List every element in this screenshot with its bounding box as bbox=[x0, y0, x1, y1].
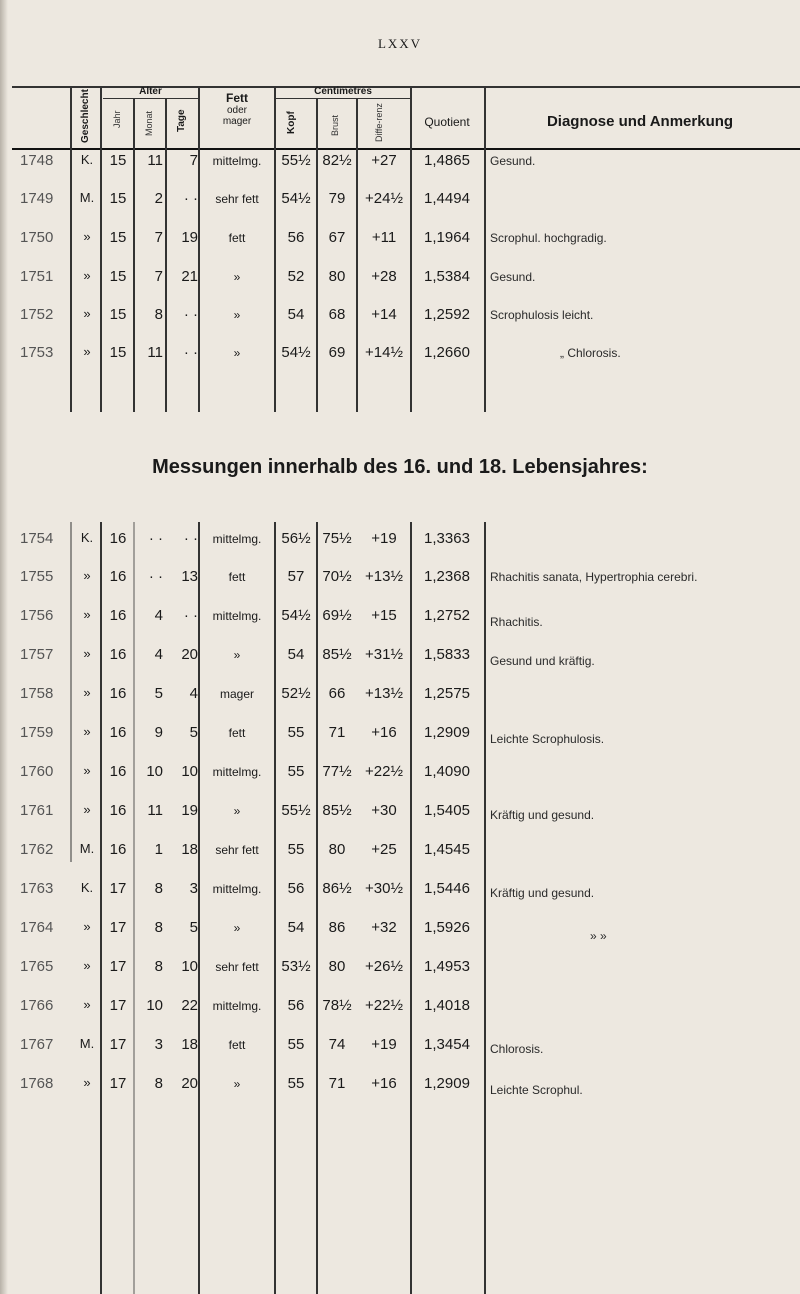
cell-jahr: 17 bbox=[109, 997, 127, 1014]
cell-quotient: 1,2752 bbox=[424, 607, 470, 624]
cell-fett: sehr fett bbox=[215, 192, 259, 206]
cell-differenz: +24½ bbox=[365, 190, 403, 207]
cell-brust: 79 bbox=[328, 190, 346, 207]
cell-quotient: 1,4018 bbox=[424, 997, 470, 1014]
cell-jahr: 15 bbox=[109, 152, 127, 169]
cell-fett: mittelmg. bbox=[212, 882, 262, 896]
cell-tage: 13 bbox=[181, 568, 198, 585]
cell-brust: 74 bbox=[328, 1036, 346, 1053]
cell-monat: 5 bbox=[154, 685, 163, 702]
cell-geschlecht: » bbox=[83, 1075, 91, 1090]
cell-brust: 68 bbox=[328, 306, 346, 323]
table-row bbox=[0, 919, 800, 949]
cell-geschlecht: » bbox=[83, 724, 91, 739]
cell-kopf: 56 bbox=[287, 229, 305, 246]
cell-nr: 1748 bbox=[20, 152, 54, 169]
cell-kopf: 54 bbox=[287, 919, 305, 936]
cell-geschlecht: » bbox=[83, 229, 91, 244]
cell-brust: 80 bbox=[328, 268, 346, 285]
cell-diagnose: Gesund und kräftig. bbox=[490, 654, 595, 668]
cell-diagnose: Leichte Scrophul. bbox=[490, 1083, 583, 1097]
cell-differenz: +22½ bbox=[365, 763, 403, 780]
header-fett-line1: Fett bbox=[226, 91, 248, 105]
cell-jahr: 16 bbox=[109, 724, 127, 741]
cell-differenz: +22½ bbox=[365, 997, 403, 1014]
cell-monat: 7 bbox=[154, 268, 163, 285]
cell-fett: » bbox=[233, 346, 241, 360]
cell-monat: 3 bbox=[154, 1036, 163, 1053]
cell-nr: 1760 bbox=[20, 763, 54, 780]
cell-tage: · · bbox=[183, 530, 198, 547]
cell-brust: 82½ bbox=[322, 152, 352, 169]
cell-differenz: +32 bbox=[371, 919, 397, 936]
cell-jahr: 17 bbox=[109, 880, 127, 897]
cell-tage: 20 bbox=[181, 646, 198, 663]
cell-diagnose: „ Chlorosis. bbox=[560, 346, 621, 360]
cell-brust: 71 bbox=[328, 724, 346, 741]
cell-geschlecht: » bbox=[83, 646, 91, 661]
cell-tage: · · bbox=[183, 306, 198, 323]
cell-differenz: +28 bbox=[371, 268, 397, 285]
cell-geschlecht: » bbox=[83, 344, 91, 359]
table-row bbox=[0, 997, 800, 1027]
cell-geschlecht: » bbox=[83, 607, 91, 622]
cell-fett: mittelmg. bbox=[212, 609, 262, 623]
cell-jahr: 15 bbox=[109, 268, 127, 285]
header-differenz: Diffe-renz bbox=[374, 103, 384, 142]
cell-jahr: 16 bbox=[109, 685, 127, 702]
cell-quotient: 1,4865 bbox=[424, 152, 470, 169]
cell-monat: 2 bbox=[154, 190, 163, 207]
cell-jahr: 17 bbox=[109, 1075, 127, 1092]
table-row bbox=[0, 1075, 800, 1105]
cell-monat: 4 bbox=[154, 646, 163, 663]
page-edge bbox=[0, 0, 8, 1294]
cell-monat: 11 bbox=[147, 344, 163, 361]
cell-jahr: 16 bbox=[109, 763, 127, 780]
cell-quotient: 1,4494 bbox=[424, 190, 470, 207]
cell-tage: 3 bbox=[189, 880, 198, 897]
cell-nr: 1761 bbox=[20, 802, 54, 819]
cell-geschlecht: K. bbox=[80, 152, 94, 167]
header-brust: Brust bbox=[330, 114, 340, 136]
cell-nr: 1765 bbox=[20, 958, 54, 975]
cell-fett: » bbox=[233, 308, 241, 322]
cell-kopf: 55½ bbox=[281, 152, 311, 169]
cell-fett: » bbox=[233, 648, 241, 662]
cell-nr: 1755 bbox=[20, 568, 54, 585]
cell-differenz: +30½ bbox=[365, 880, 403, 897]
cell-fett: sehr fett bbox=[215, 843, 259, 857]
cell-fett: mittelmg. bbox=[212, 154, 262, 168]
cell-nr: 1750 bbox=[20, 229, 54, 246]
cell-kopf: 54½ bbox=[281, 344, 311, 361]
table-row bbox=[0, 306, 800, 336]
cell-monat: 11 bbox=[147, 152, 163, 169]
cell-brust: 75½ bbox=[322, 530, 352, 547]
cell-brust: 66 bbox=[328, 685, 346, 702]
cell-brust: 80 bbox=[328, 841, 346, 858]
cell-nr: 1749 bbox=[20, 190, 54, 207]
table-row bbox=[0, 344, 800, 374]
cell-brust: 80 bbox=[328, 958, 346, 975]
cell-geschlecht: » bbox=[83, 306, 91, 321]
cell-quotient: 1,2660 bbox=[424, 344, 470, 361]
cell-nr: 1753 bbox=[20, 344, 54, 361]
cell-diagnose: Rhachitis. bbox=[490, 615, 543, 629]
cell-geschlecht: » bbox=[83, 763, 91, 778]
cell-tage: 10 bbox=[181, 763, 198, 780]
cell-differenz: +14½ bbox=[365, 344, 403, 361]
cell-monat: 8 bbox=[154, 1075, 163, 1092]
cell-tage: 7 bbox=[189, 152, 198, 169]
cell-fett: sehr fett bbox=[215, 960, 259, 974]
table-row bbox=[0, 880, 800, 910]
header-centimetres: Centimetres bbox=[314, 86, 372, 97]
cell-fett: mittelmg. bbox=[212, 765, 262, 779]
cell-monat: 9 bbox=[154, 724, 163, 741]
cell-nr: 1751 bbox=[20, 268, 54, 285]
cell-tage: 5 bbox=[189, 724, 198, 741]
table-row bbox=[0, 229, 800, 259]
cell-quotient: 1,3363 bbox=[424, 530, 470, 547]
cell-tage: 19 bbox=[181, 802, 198, 819]
header-fett-line3: mager bbox=[222, 116, 252, 128]
header-alter: Alter bbox=[139, 86, 162, 97]
cell-jahr: 16 bbox=[109, 530, 127, 547]
cell-geschlecht: M. bbox=[79, 1036, 95, 1051]
cell-geschlecht: » bbox=[83, 958, 91, 973]
table-row bbox=[0, 268, 800, 298]
cell-brust: 77½ bbox=[322, 763, 352, 780]
cell-geschlecht: » bbox=[83, 568, 91, 583]
cell-tage: 18 bbox=[181, 841, 198, 858]
cell-nr: 1754 bbox=[20, 530, 54, 547]
cell-kopf: 54 bbox=[287, 646, 305, 663]
header-kopf: Kopf bbox=[286, 111, 297, 134]
cell-quotient: 1,3454 bbox=[424, 1036, 470, 1053]
cell-brust: 86 bbox=[328, 919, 346, 936]
cell-monat: · · bbox=[148, 568, 163, 585]
cell-monat: 8 bbox=[154, 919, 163, 936]
header-fett bbox=[200, 92, 274, 127]
cell-diagnose: Leichte Scrophulosis. bbox=[490, 732, 605, 746]
cell-tage: 10 bbox=[181, 958, 198, 975]
cell-fett: » bbox=[233, 1077, 241, 1091]
header-fett-line2: oder bbox=[226, 105, 247, 117]
cell-tage: 21 bbox=[181, 268, 198, 285]
cell-brust: 67 bbox=[328, 229, 346, 246]
header-tage: Tage bbox=[176, 109, 187, 132]
cell-geschlecht: » bbox=[83, 268, 91, 283]
header-monat: Monat bbox=[144, 110, 154, 136]
cell-monat: 10 bbox=[146, 997, 163, 1014]
cell-quotient: 1,4545 bbox=[424, 841, 470, 858]
cell-kopf: 56 bbox=[287, 880, 305, 897]
table-row bbox=[0, 685, 800, 715]
cell-differenz: +19 bbox=[371, 530, 397, 547]
table-row bbox=[0, 841, 800, 871]
cell-kopf: 55½ bbox=[281, 802, 311, 819]
header-diagnose: Diagnose und Anmerkung bbox=[546, 113, 734, 130]
cell-kopf: 57 bbox=[287, 568, 305, 585]
cell-brust: 86½ bbox=[322, 880, 352, 897]
cell-quotient: 1,2368 bbox=[424, 568, 470, 585]
cell-geschlecht: » bbox=[83, 685, 91, 700]
cell-nr: 1752 bbox=[20, 306, 54, 323]
cell-nr: 1764 bbox=[20, 919, 54, 936]
cell-fett: fett bbox=[228, 726, 246, 740]
cell-brust: 69 bbox=[328, 344, 346, 361]
cell-brust: 69½ bbox=[322, 607, 352, 624]
section-heading: Messungen innerhalb des 16. und 18. Lebensjahres: bbox=[152, 456, 648, 478]
cell-fett: fett bbox=[228, 570, 246, 584]
cell-fett: mager bbox=[219, 687, 254, 701]
header-jahr: Jahr bbox=[112, 110, 122, 128]
cell-geschlecht: K. bbox=[80, 530, 94, 545]
cell-nr: 1756 bbox=[20, 607, 54, 624]
cell-quotient: 1,5446 bbox=[424, 880, 470, 897]
cell-nr: 1762 bbox=[20, 841, 54, 858]
cell-monat: 8 bbox=[154, 958, 163, 975]
cell-diagnose: Chlorosis. bbox=[490, 1042, 544, 1056]
cell-kopf: 53½ bbox=[281, 958, 311, 975]
cell-nr: 1758 bbox=[20, 685, 54, 702]
cell-tage: 4 bbox=[189, 685, 198, 702]
cell-geschlecht: M. bbox=[79, 190, 95, 205]
cell-differenz: +16 bbox=[371, 724, 397, 741]
cell-diagnose: Kräftig und gesund. bbox=[490, 886, 595, 900]
table-row bbox=[0, 152, 800, 182]
cell-jahr: 16 bbox=[109, 802, 127, 819]
cell-differenz: +31½ bbox=[365, 646, 403, 663]
cell-quotient: 1,5926 bbox=[424, 919, 470, 936]
cell-jahr: 16 bbox=[109, 646, 127, 663]
cell-quotient: 1,5405 bbox=[424, 802, 470, 819]
cell-tage: · · bbox=[183, 344, 198, 361]
table-row bbox=[0, 763, 800, 793]
cell-differenz: +13½ bbox=[365, 568, 403, 585]
cell-brust: 85½ bbox=[322, 646, 352, 663]
cell-brust: 85½ bbox=[322, 802, 352, 819]
cell-geschlecht: » bbox=[83, 802, 91, 817]
cell-kopf: 52 bbox=[287, 268, 305, 285]
cell-differenz: +16 bbox=[371, 1075, 397, 1092]
cell-quotient: 1,2592 bbox=[424, 306, 470, 323]
centimetres-underline bbox=[276, 98, 410, 99]
cell-quotient: 1,2909 bbox=[424, 724, 470, 741]
cell-diagnose: Rhachitis sanata, Hypertrophia cerebri. bbox=[490, 570, 698, 584]
cell-monat: · · bbox=[148, 530, 163, 547]
table-row bbox=[0, 802, 800, 832]
cell-diagnose: » » bbox=[590, 929, 607, 943]
cell-nr: 1759 bbox=[20, 724, 54, 741]
cell-kopf: 55 bbox=[287, 841, 305, 858]
cell-kopf: 56½ bbox=[281, 530, 311, 547]
cell-tage: 20 bbox=[181, 1075, 198, 1092]
cell-differenz: +19 bbox=[371, 1036, 397, 1053]
header-quotient: Quotient bbox=[424, 115, 470, 129]
cell-kopf: 55 bbox=[287, 724, 305, 741]
cell-nr: 1766 bbox=[20, 997, 54, 1014]
cell-nr: 1757 bbox=[20, 646, 54, 663]
cell-kopf: 52½ bbox=[281, 685, 311, 702]
cell-quotient: 1,1964 bbox=[424, 229, 470, 246]
table-row bbox=[0, 1036, 800, 1066]
cell-monat: 1 bbox=[154, 841, 163, 858]
cell-tage: 19 bbox=[181, 229, 198, 246]
cell-kopf: 55 bbox=[287, 763, 305, 780]
cell-jahr: 17 bbox=[109, 958, 127, 975]
cell-monat: 7 bbox=[154, 229, 163, 246]
cell-differenz: +13½ bbox=[365, 685, 403, 702]
cell-nr: 1768 bbox=[20, 1075, 54, 1092]
cell-jahr: 17 bbox=[109, 1036, 127, 1053]
cell-jahr: 15 bbox=[109, 344, 127, 361]
cell-jahr: 16 bbox=[109, 607, 127, 624]
header-bottom-rule bbox=[12, 148, 800, 150]
cell-fett: fett bbox=[228, 1038, 246, 1052]
table-row bbox=[0, 724, 800, 754]
cell-brust: 70½ bbox=[322, 568, 352, 585]
cell-geschlecht: K. bbox=[80, 880, 94, 895]
cell-kopf: 55 bbox=[287, 1075, 305, 1092]
cell-quotient: 1,2909 bbox=[424, 1075, 470, 1092]
cell-nr: 1763 bbox=[20, 880, 54, 897]
cell-brust: 71 bbox=[328, 1075, 346, 1092]
cell-kopf: 55 bbox=[287, 1036, 305, 1053]
table-row bbox=[0, 958, 800, 988]
cell-geschlecht: M. bbox=[79, 841, 95, 856]
cell-quotient: 1,5384 bbox=[424, 268, 470, 285]
cell-differenz: +11 bbox=[371, 229, 397, 246]
table-row bbox=[0, 530, 800, 560]
cell-quotient: 1,4953 bbox=[424, 958, 470, 975]
cell-fett: » bbox=[233, 270, 241, 284]
cell-geschlecht: » bbox=[83, 919, 91, 934]
cell-jahr: 15 bbox=[109, 190, 127, 207]
cell-fett: fett bbox=[228, 231, 246, 245]
cell-tage: · · bbox=[183, 190, 198, 207]
table-row bbox=[0, 646, 800, 676]
cell-differenz: +27 bbox=[371, 152, 397, 169]
cell-tage: 5 bbox=[189, 919, 198, 936]
alter-underline bbox=[103, 98, 198, 99]
cell-tage: · · bbox=[183, 607, 198, 624]
table-row bbox=[0, 568, 800, 598]
cell-quotient: 1,2575 bbox=[424, 685, 470, 702]
cell-fett: » bbox=[233, 921, 241, 935]
cell-fett: mittelmg. bbox=[212, 532, 262, 546]
cell-jahr: 16 bbox=[109, 841, 127, 858]
cell-fett: mittelmg. bbox=[212, 999, 262, 1013]
cell-differenz: +14 bbox=[371, 306, 397, 323]
cell-kopf: 56 bbox=[287, 997, 305, 1014]
cell-jahr: 15 bbox=[109, 229, 127, 246]
header-geschlecht: Geschlecht bbox=[80, 89, 91, 143]
cell-monat: 8 bbox=[154, 306, 163, 323]
cell-differenz: +15 bbox=[371, 607, 397, 624]
cell-differenz: +26½ bbox=[365, 958, 403, 975]
table-row bbox=[0, 607, 800, 637]
cell-jahr: 15 bbox=[109, 306, 127, 323]
cell-jahr: 17 bbox=[109, 919, 127, 936]
cell-diagnose: Gesund. bbox=[490, 154, 536, 168]
cell-tage: 18 bbox=[181, 1036, 198, 1053]
table-row bbox=[0, 190, 800, 220]
cell-monat: 4 bbox=[154, 607, 163, 624]
cell-jahr: 16 bbox=[109, 568, 127, 585]
cell-nr: 1767 bbox=[20, 1036, 54, 1053]
cell-diagnose: Scrophulosis leicht. bbox=[490, 308, 594, 322]
cell-tage: 22 bbox=[181, 997, 198, 1014]
cell-geschlecht: » bbox=[83, 997, 91, 1012]
cell-differenz: +25 bbox=[371, 841, 397, 858]
cell-monat: 11 bbox=[147, 802, 163, 819]
cell-diagnose: Scrophul. hochgradig. bbox=[490, 231, 607, 245]
cell-diagnose: Gesund. bbox=[490, 270, 536, 284]
cell-fett: » bbox=[233, 804, 241, 818]
cell-monat: 8 bbox=[154, 880, 163, 897]
cell-brust: 78½ bbox=[322, 997, 352, 1014]
cell-kopf: 54½ bbox=[281, 190, 311, 207]
cell-diagnose: Kräftig und gesund. bbox=[490, 808, 595, 822]
cell-quotient: 1,5833 bbox=[424, 646, 470, 663]
cell-kopf: 54½ bbox=[281, 607, 311, 624]
cell-quotient: 1,4090 bbox=[424, 763, 470, 780]
page-number: LXXV bbox=[377, 36, 423, 51]
cell-differenz: +30 bbox=[371, 802, 397, 819]
cell-kopf: 54 bbox=[287, 306, 305, 323]
cell-monat: 10 bbox=[146, 763, 163, 780]
